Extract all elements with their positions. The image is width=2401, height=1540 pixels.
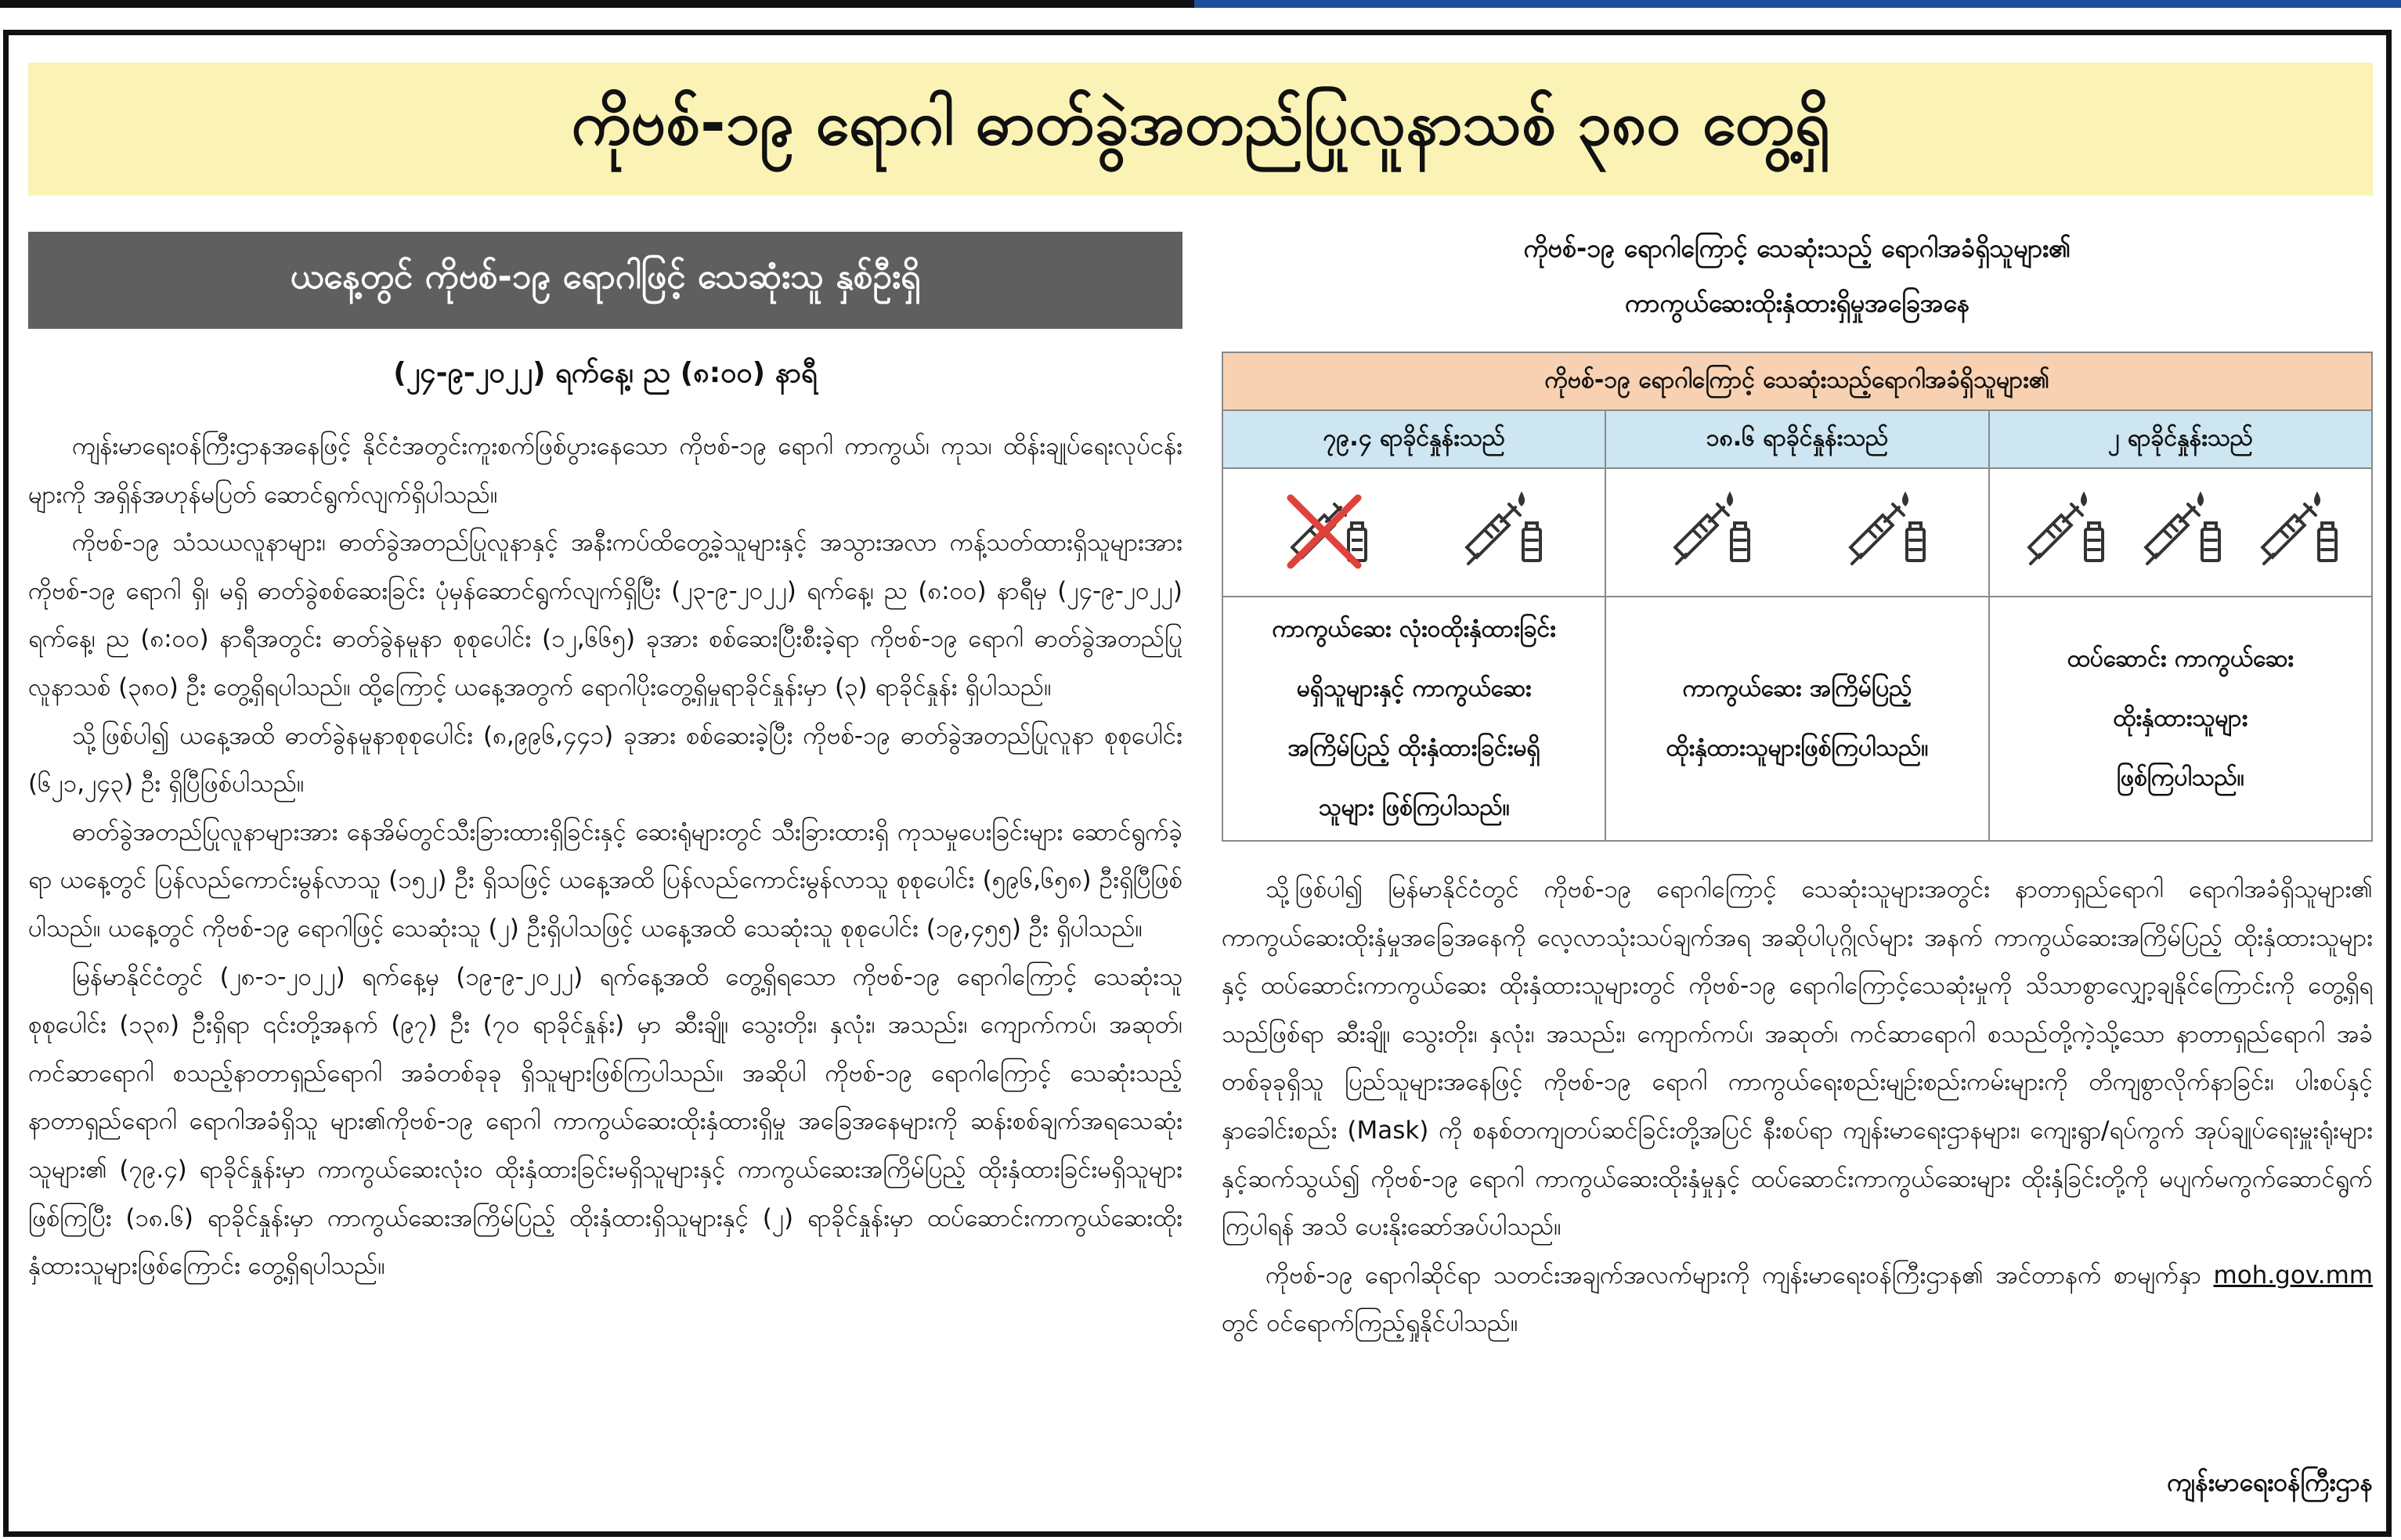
website-text-after: တွင် ဝင်ရောက်ကြည့်ရှုနိုင်ပါသည်။	[1222, 1309, 1518, 1338]
desc-line: ကာကွယ်ဆေး အကြိမ်ပြည့်	[1682, 675, 1912, 702]
left-paragraph: သို့ဖြစ်ပါ၍ ယနေ့အထိ ဓာတ်ခွဲနမူနာစုစုပေါင်း (၈,၉၉၆,၄၄၁) ခုအား စစ်ဆေးခဲ့ပြီး ကိုဗစ်-၁၉ ဓာတ်ခွဲအတည်ပြုလူနာ စုစုပေါင်း (၆၂၁,၂၄၃) ဦး ရှိပြီဖြစ်ပါသည်။	[28, 721, 1182, 799]
syringe-icon	[2016, 484, 2110, 581]
desc-line: အကြိမ်ပြည့် ထိုးနှံထားခြင်းမရှိ	[1287, 734, 1540, 762]
syringe-icon	[1838, 484, 1932, 581]
syringe-icon	[2250, 484, 2344, 581]
table-icon-row	[1222, 468, 2372, 597]
desc-line: ထပ်ဆောင်း ကာကွယ်ဆေး	[2067, 645, 2294, 673]
website-link[interactable]: moh.gov.mm	[2213, 1260, 2373, 1289]
headline-title: ကိုဗစ်-၁၉ ရောဂါ ဓာတ်ခွဲအတည်ပြုလူနာသစ် ၃၈၀ တွေ့ရှိ	[571, 88, 1830, 159]
right-heading-line1: ကိုဗစ်-၁၉ ရောဂါကြောင့် သေဆုံးသည့် ရောဂါအခံရှိသူများ၏	[1523, 233, 2071, 263]
percent-cell-booster: ၂ ရာခိုင်နှုန်းသည်	[1989, 410, 2372, 468]
top-rule	[0, 0, 2401, 8]
left-paragraph: ဓာတ်ခွဲအတည်ပြုလူနာများအား နေအိမ်တွင်သီးခြားထားရှိခြင်းနှင့် ဆေးရုံများတွင် သီးခြားထားရှိ ကုသမှုပေးခြင်းများ ဆောင်ရွက်ခဲ့ရာ ယနေ့တွင် ပြန်လည်ကောင်းမွန်လာသူ (၁၅၂) ဦး ရှိသဖြင့် ယနေ့အထိ ပြန်လည်ကောင်းမွန်လာသူ စုစုပေါင်း (၅၉၆,၆၅၈) ဦးရှိပြီဖြစ်ပါသည်။ ယနေ့တွင် ကိုဗစ်-၁၉ ရောဂါဖြင့် သေဆုံးသူ (၂) ဦးရှိပါသဖြင့် ယနေ့အထိ သေဆုံးသူ စုစုပေါင်း (၁၉,၄၅၅) ဦး ရှိပါသည်။	[28, 817, 1182, 943]
table-header-cell: ကိုဗစ်-၁၉ ရောဂါကြောင့် သေဆုံးသည့်ရောဂါအခံရှိသူများ၏	[1222, 352, 2372, 410]
desc-line: ကာကွယ်ဆေး လုံးဝထိုးနှံထားခြင်း	[1272, 615, 1556, 643]
right-article-body	[1222, 866, 2373, 1461]
desc-line: ဖြစ်ကြပါသည်။	[2116, 764, 2244, 792]
desc-line: ထိုးနှံထားသူများ	[2113, 705, 2248, 732]
percent-cell-unvaccinated: ၇၉.၄ ရာခိုင်နှုန်းသည်	[1222, 410, 1605, 468]
left-article-body	[28, 423, 1182, 1519]
left-section-banner	[28, 232, 1182, 329]
syringe-icon	[1454, 484, 1548, 581]
desc-line: ထိုးနှံထားသူများဖြစ်ကြပါသည်။	[1666, 734, 1929, 762]
right-paragraph-website	[1222, 1252, 2373, 1348]
desc-line: မရှိသူများနှင့် ကာကွယ်ဆေး	[1296, 675, 1532, 702]
icon-cell-booster	[1989, 468, 2372, 597]
website-text-before: ကိုဗစ်-၁၉ ရောဂါဆိုင်ရာ သတင်းအချက်အလက်များကို ကျန်းမာရေးဝန်ကြီးဌာန၏ အင်တာနက် စာမျက်နှာ	[1265, 1260, 2214, 1289]
left-banner-title: ယနေ့တွင် ကိုဗစ်-၁၉ ရောဂါဖြင့် သေဆုံးသူ နှစ်ဦးရှိ	[290, 257, 921, 297]
table-header-row	[1222, 352, 2372, 410]
syringe-icon	[1663, 484, 1757, 581]
report-dateline: (၂၄-၉-၂၀၂၂) ရက်နေ့၊ ည (၈:၀၀) နာရီ	[393, 357, 818, 389]
top-rule-blue	[1194, 0, 2401, 8]
headline-banner	[28, 63, 2373, 196]
ministry-signature: ကျန်းမာရေးဝန်ကြီးဌာန	[2166, 1467, 2373, 1497]
percent-cell-fully-vaccinated: ၁၈.၆ ရာခိုင်နှုန်းသည်	[1605, 410, 1988, 468]
right-heading-line2: ကာကွယ်ဆေးထိုးနှံထားရှိမှုအခြေအနေ	[1624, 288, 1970, 318]
syringe-icon	[2133, 484, 2227, 581]
left-paragraph: ကိုဗစ်-၁၉ သံသယလူနာများ၊ ဓာတ်ခွဲအတည်ပြုလူနာနှင့် အနီးကပ်ထိတွေ့ခဲ့သူများနှင့် အသွားအလာ ကန့်သတ်ထားရှိသူများအား ကိုဗစ်-၁၉ ရောဂါ ရှိ၊ မရှိ ဓာတ်ခွဲစစ်ဆေးခြင်း ပုံမှန်ဆောင်ရွက်လျက်ရှိပြီး (၂၃-၉-၂၀၂၂) ရက်နေ့၊ ည (၈:၀၀) နာရီမှ (၂၄-၉-၂၀၂၂) ရက်နေ့၊ ည (၈:၀၀) နာရီအတွင်း ဓာတ်ခွဲနမူနာ စုစုပေါင်း (၁၂,၆၆၅) ခုအား စစ်ဆေးပြီးစီးခဲ့ရာ ကိုဗစ်-၁၉ ရောဂါ ဓာတ်ခွဲအတည်ပြုလူနာသစ် (၃၈၀) ဦး တွေ့ရှိရပါသည်။ ထို့ကြောင့် ယနေ့အတွက် ရောဂါပိုးတွေ့ရှိမှုရာခိုင်နှုန်းမှာ (၃) ရာခိုင်နှုန်း ရှိပါသည်။	[28, 528, 1182, 701]
left-paragraph: မြန်မာနိုင်ငံတွင် (၂၈-၁-၂၀၂၂) ရက်နေ့မှ (၁၉-၉-၂၀၂၂) ရက်နေ့အထိ တွေ့ရှိရသော ကိုဗစ်-၁၉ ရောဂါကြောင့် သေဆုံးသူ စုစုပေါင်း (၁၃၈) ဦးရှိရာ ၎င်းတို့အနက် (၉၇) ဦး (၇၀ ရာခိုင်နှုန်း) မှာ ဆီးချို၊ သွေးတိုး၊ နှလုံး၊ အသည်း၊ ကျောက်ကပ်၊ အဆုတ်၊ ကင်ဆာရောဂါ စသည့်နာတာရှည်ရောဂါ အခံတစ်ခုခု ရှိသူများဖြစ်ကြပါသည်။ အဆိုပါ ကိုဗစ်-၁၉ ရောဂါကြောင့် သေဆုံးသည့် နာတာရှည်ရောဂါ ရောဂါအခံရှိသူ များ၏ကိုဗစ်-၁၉ ရောဂါ ကာကွယ်ဆေးထိုးနှံထားရှိမှု အခြေအနေများကို ဆန်းစစ်ချက်အရသေဆုံးသူများ၏ (၇၉.၄) ရာခိုင်နှုန်းမှာ ကာကွယ်ဆေးလုံးဝ ထိုးနှံထားခြင်းမရှိသူများနှင့် ကာကွယ်ဆေးအကြိမ်ပြည့် ထိုးနှံထားခြင်းမရှိသူများဖြစ်ကြပြီး (၁၈.၆) ရာခိုင်နှုန်းမှာ ကာကွယ်ဆေးအကြိမ်ပြည့် ထိုးနှံထားရှိသူများနှင့် (၂) ရာခိုင်နှုန်းမှာ ထပ်ဆောင်းကာကွယ်ဆေးထိုးနှံထားသူများဖြစ်ကြောင်း တွေ့ရှိရပါသည်။	[28, 962, 1182, 1281]
right-paragraph: သို့ဖြစ်ပါ၍ မြန်မာနိုင်ငံတွင် ကိုဗစ်-၁၉ ရောဂါကြောင့် သေဆုံးသူများအတွင်း နာတာရှည်ရောဂါ ရောဂါအခံရှိသူများ၏ ကာကွယ်ဆေးထိုးနှံမှုအခြေအနေကို လေ့လာသုံးသပ်ချက်အရ အဆိုပါပုဂ္ဂိုလ်များ အနက် ကာကွယ်ဆေးအကြိမ်ပြည့် ထိုးနှံထားသူများနှင့် ထပ်ဆောင်းကာကွယ်ဆေး ထိုးနှံထားသူများတွင် ကိုဗစ်-၁၉ ရောဂါကြောင့်သေဆုံးမှုကို သိသာစွာလျှော့ချနိုင်ကြောင်းကို တွေ့ရှိရသည်ဖြစ်ရာ ဆီးချို၊ သွေးတိုး၊ နှလုံး၊ အသည်း၊ ကျောက်ကပ်၊ အဆုတ်၊ ကင်ဆာရောဂါ စသည်တို့ကဲ့သို့သော နာတာရှည်ရောဂါ အခံတစ်ခုခုရှိသူ ပြည်သူများအနေဖြင့် ကိုဗစ်-၁၉ ရောဂါ ကာကွယ်ရေးစည်းမျဉ်းစည်းကမ်းများကို တိကျစွာလိုက်နာခြင်း၊ ပါးစပ်နှင့် နှာခေါင်းစည်း (Mask) ကို စနစ်တကျတပ်ဆင်ခြင်းတို့အပြင် နီးစပ်ရာ ကျန်းမာရေးဌာနများ၊ ကျေးရွာ/ရပ်ကွက် အုပ်ချုပ်ရေးမှူးရုံးများနှင့်ဆက်သွယ်၍ ကိုဗစ်-၁၉ ရောဂါ ကာကွယ်ဆေးထိုးနှံမှုနှင့် ထပ်ဆောင်းကာကွယ်ဆေးများ ထိုးနှံခြင်းတို့ကို မပျက်မကွက်ဆောင်ရွက် ကြပါရန် အသိ ပေးနိုးဆော်အပ်ပါသည်။	[1222, 875, 2373, 1242]
desc-cell-unvaccinated	[1222, 597, 1605, 841]
table-description-row	[1222, 597, 2372, 841]
desc-cell-booster	[1989, 597, 2372, 841]
table-percent-row	[1222, 410, 2372, 468]
top-rule-black	[0, 0, 1194, 8]
syringe-crossed-icon	[1280, 484, 1374, 581]
vaccination-status-table	[1222, 352, 2373, 842]
desc-line: သူများ ဖြစ်ကြပါသည်။	[1318, 794, 1510, 821]
icon-cell-fully-vaccinated	[1605, 468, 1988, 597]
desc-cell-fully-vaccinated	[1605, 597, 1988, 841]
icon-cell-unvaccinated	[1222, 468, 1605, 597]
left-paragraph: ကျန်းမာရေးဝန်ကြီးဌာနအနေဖြင့် နိုင်ငံအတွင်းကူးစက်ဖြစ်ပွားနေသော ကိုဗစ်-၁၉ ရောဂါ ကာကွယ်၊ ကုသ၊ ထိန်းချုပ်ရေးလုပ်ငန်းများကို အရှိန်အဟုန်မပြတ် ဆောင်ရွက်လျက်ရှိပါသည်။	[28, 432, 1182, 509]
